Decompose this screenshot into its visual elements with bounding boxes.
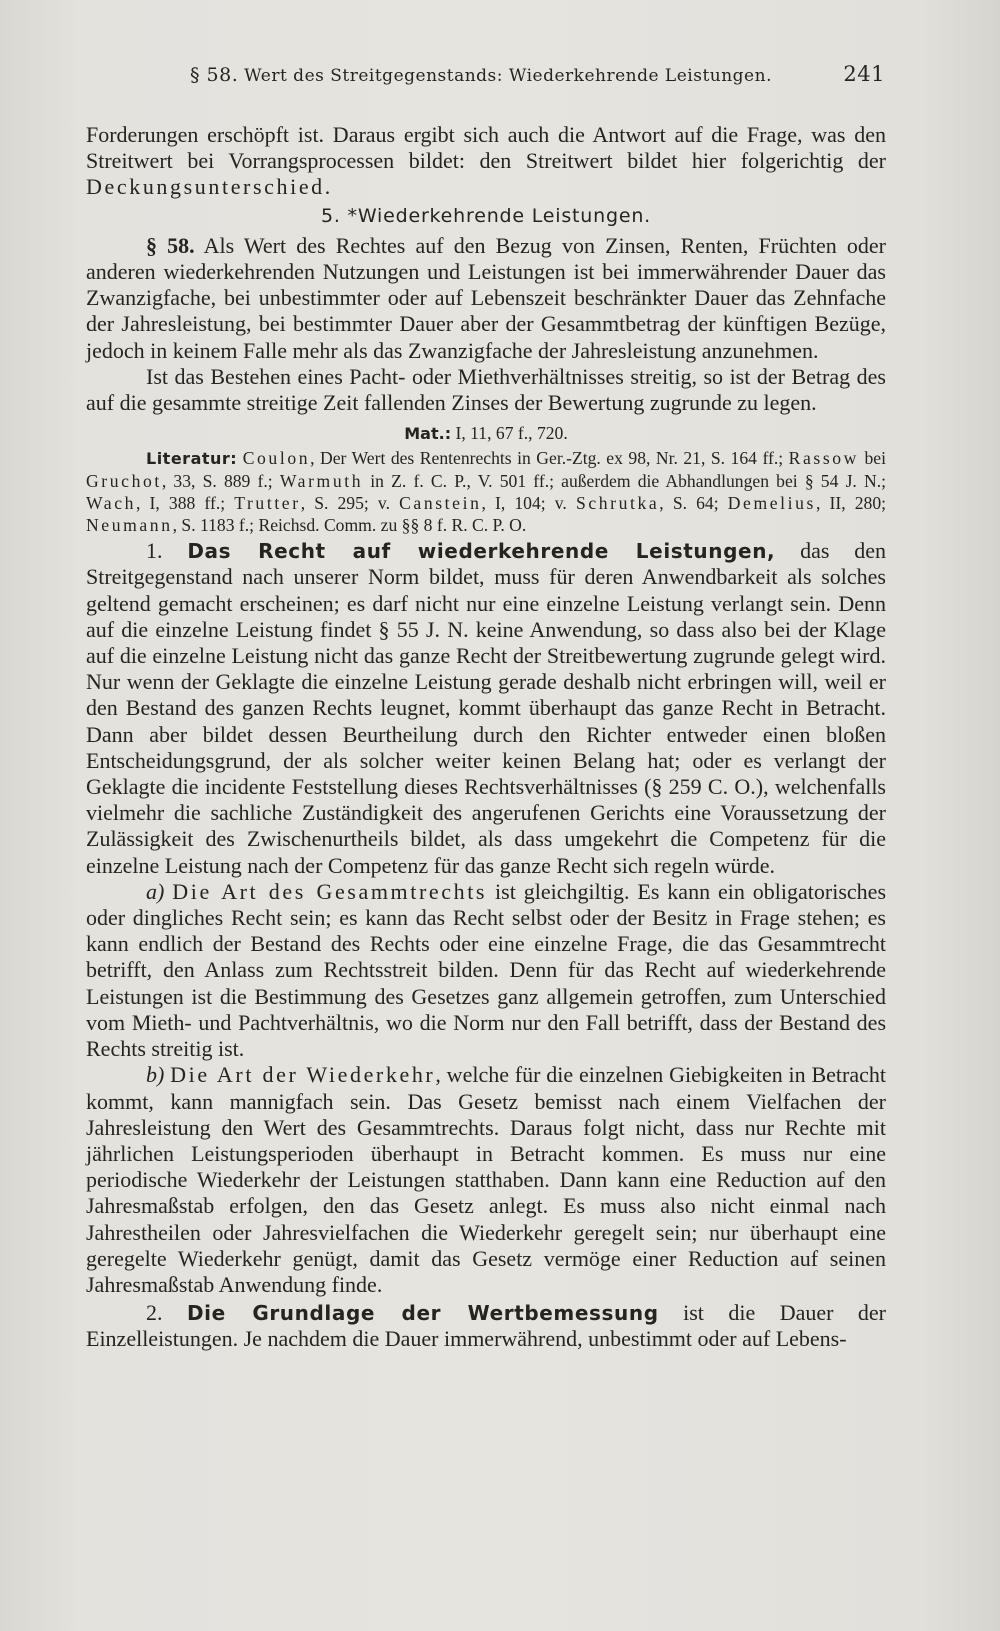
page-number: 241 <box>843 62 885 86</box>
author-name: Warmuth <box>279 471 364 492</box>
subpoint-title: Die Art der Wiederkehr <box>170 1062 436 1088</box>
literature-ref: in Z. f. C. P., V. 501 ff.; außerdem die Abhandlungen bei § 54 J. N.; <box>363 471 886 492</box>
subpoint-title: Die Art des Gesammtrechts <box>172 878 488 904</box>
statute-text-1: Als Wert des Rechtes auf den Bezug von Zinsen, Renten, Früchten oder anderen wiederkehrenden Nutzungen und Leistungen ist bei immerwährender Dauer das Zwanzigfache, bei unbestimmter oder auf Lebenszeit beschränkter Dauer das Zehnfache der Jahresleistung, bei bestimmter Dauer aber der Gesammtbetrag der künftigen Bezüge, jedoch in keinem Falle mehr als das Zwanzigfache der Jahresleistung anzunehmen. <box>86 232 886 363</box>
point-2-paragraph <box>86 1300 886 1352</box>
point-text: das den Streitgegenstand nach unserer Norm bildet, muss für deren Anwendbarkeit als solches geltend gemacht erscheinen; es darf nicht nur eine einzelne Leistung verlangt sein. Denn auf die einzelne Leistung findet § 55 J. N. keine Anwendung, so dass also bei der Klage auf die einzelne Leistung nicht das ganze Recht der Streitbewertung zugrunde gelegt wird. Nur wenn der Geklagte die einzelne Leistung gerade deshalb nicht erbringen will, weil er den Bestand des ganzen Rechts leugnet, kommt überhaupt das ganze Recht in Betracht. Dann aber bildet dessen Beurtheilung durch den Richter entweder einen bloßen Entscheidungsgrund, der als solcher weiter keinen Belang hat; oder es verlangt der Geklagte die incidente Feststellung dieses Rechtsverhältnisses (§ 259 C. O.), welchenfalls vielmehr die sachliche Zuständigkeit des angerufenen Gerichts eine Voraussetzung der Zulässigkeit des Zwischenurtheils bildet, als dass umgekehrt die Competenz für die einzelne Leistung nach der Competenz für das ganze Recht sich regeln würde. <box>86 538 887 878</box>
literature-ref: bei <box>858 448 886 469</box>
chapter-heading: 5. *Wiederkehrende Leistungen. <box>320 204 652 227</box>
point-number: 2. <box>146 1300 163 1326</box>
literature-ref: , S. 1183 f.; Reichsd. Comm. zu §§ 8 f. R. C. P. O. <box>172 515 527 536</box>
author-name: Demelius <box>727 493 816 514</box>
intro-paragraph <box>86 122 886 201</box>
statute-paragraph-1 <box>86 233 886 364</box>
section-mark: § 58. <box>146 232 195 258</box>
author-name: Trutter <box>234 493 301 514</box>
literature-ref: , I, 104; v. <box>481 493 576 514</box>
literature-ref: , S. 295; v. <box>300 493 400 514</box>
literature-ref: , 33, S. 889 f.; <box>161 471 280 492</box>
point-number: 1. <box>146 538 163 564</box>
author-name: Rassow <box>788 448 859 469</box>
literature-ref: , S. 64; <box>659 493 728 514</box>
literature-label: Literatur: <box>146 449 238 469</box>
literature-ref: , I, 388 ff.; <box>136 493 235 514</box>
materials-line <box>86 422 886 445</box>
point-b-paragraph <box>86 1062 886 1298</box>
literature-paragraph <box>86 447 886 536</box>
intro-spaced-term: Deckungsunterschied <box>86 174 325 200</box>
statute-paragraph-2: Ist das Bestehen eines Pacht- oder Miethverhältnisses streitig, so ist der Betrag des auf die gesammte streitige Zeit fallenden Zinses der Bewertung zugrunde zu legen. <box>86 363 886 416</box>
author-name: Neumann <box>86 515 173 536</box>
author-name: Gruchot <box>86 471 162 492</box>
author-name: Canstein <box>399 493 482 514</box>
point-title: Das Recht auf wiederkehrende Leistungen, <box>187 539 776 564</box>
author-name: Coulon <box>242 448 311 469</box>
subpoint-text: , welche für die einzelnen Giebigkeiten in Betracht kommt, kann mannigfach sein. Das Gesetz bemisst nach einem Vielfachen der Jahresleistung den Wert des Gesammtrechts. Daraus folgt nicht, dass nur Rechte mit jährlichen Leistungsperioden überhaupt in Betracht kommen. Es muss nur eine periodische Wiederkehr der Leistungen statthaben. Dann kann eine Reduction auf den Jahresmaßstab erfolgen, den das Gesetz anlegt. Es muss also nicht einmal nach Jahrestheilen oder Jahresvielfachen die Wiederkehr geregelt sein; nur überhaupt eine geregelte Wiederkehr genügt, damit das Gesetz vermöge einer Reduction auf seinen Jahresmaßstab Anwendung finde. <box>86 1062 887 1297</box>
author-name: Schrutka <box>575 493 660 514</box>
subpoint-letter: a) <box>146 878 165 904</box>
subpoint-letter: b) <box>146 1062 165 1088</box>
literature-ref: , Der Wert des Rentenrechts in Ger.-Ztg. ex 98, Nr. 21, S. 164 ff.; <box>310 448 789 469</box>
intro-text: Forderungen erschöpft ist. Daraus ergibt sich auch die Antwort auf die Frage, was den Streitwert bei Vorrangsprocessen bildet: den Streitwert bildet hier folgerichtig der <box>86 122 886 174</box>
point-a-paragraph <box>86 879 886 1062</box>
body-text <box>86 122 886 1353</box>
header-section-mark: § 58. <box>190 64 239 86</box>
intro-end: . <box>324 174 331 200</box>
point-title: Die Grundlage der Wertbemessung <box>186 1301 659 1326</box>
literature-ref: , II, 280; <box>815 493 887 514</box>
running-header <box>190 64 885 86</box>
author-name: Wach <box>86 493 137 514</box>
subpoint-text: ist gleichgiltig. Es kann ein obligatorisches oder dingliches Recht sein; es kann das Recht selbst oder der Besitz in Frage stehen; es kann endlich der Bestand des Rechts oder eine einzelne Frage, die das Gesammtrecht betrifft, den Anlass zum Rechtsstreit bilden. Denn für das Recht auf wiederkehrende Leistungen ist die Bestimmung des Gesetzes ganz allgemein getroffen, zum Unterschied vom Mieth- und Pachtverhältnis, wo die Norm nur den Fall betrifft, dass der Bestand des Rechts streitig ist. <box>86 878 887 1062</box>
point-text: ist die Dauer der Einzelleistungen. Je nachdem die Dauer immerwährend, unbestimmt oder auf Lebens- <box>86 1300 886 1352</box>
materials-label: Mat.: <box>404 424 452 444</box>
materials-text: I, 11, 67 f., 720. <box>455 423 568 444</box>
point-1-paragraph <box>86 538 886 879</box>
header-title: Wert des Streitgegenstands: Wiederkehrende Leistungen. <box>244 66 772 86</box>
